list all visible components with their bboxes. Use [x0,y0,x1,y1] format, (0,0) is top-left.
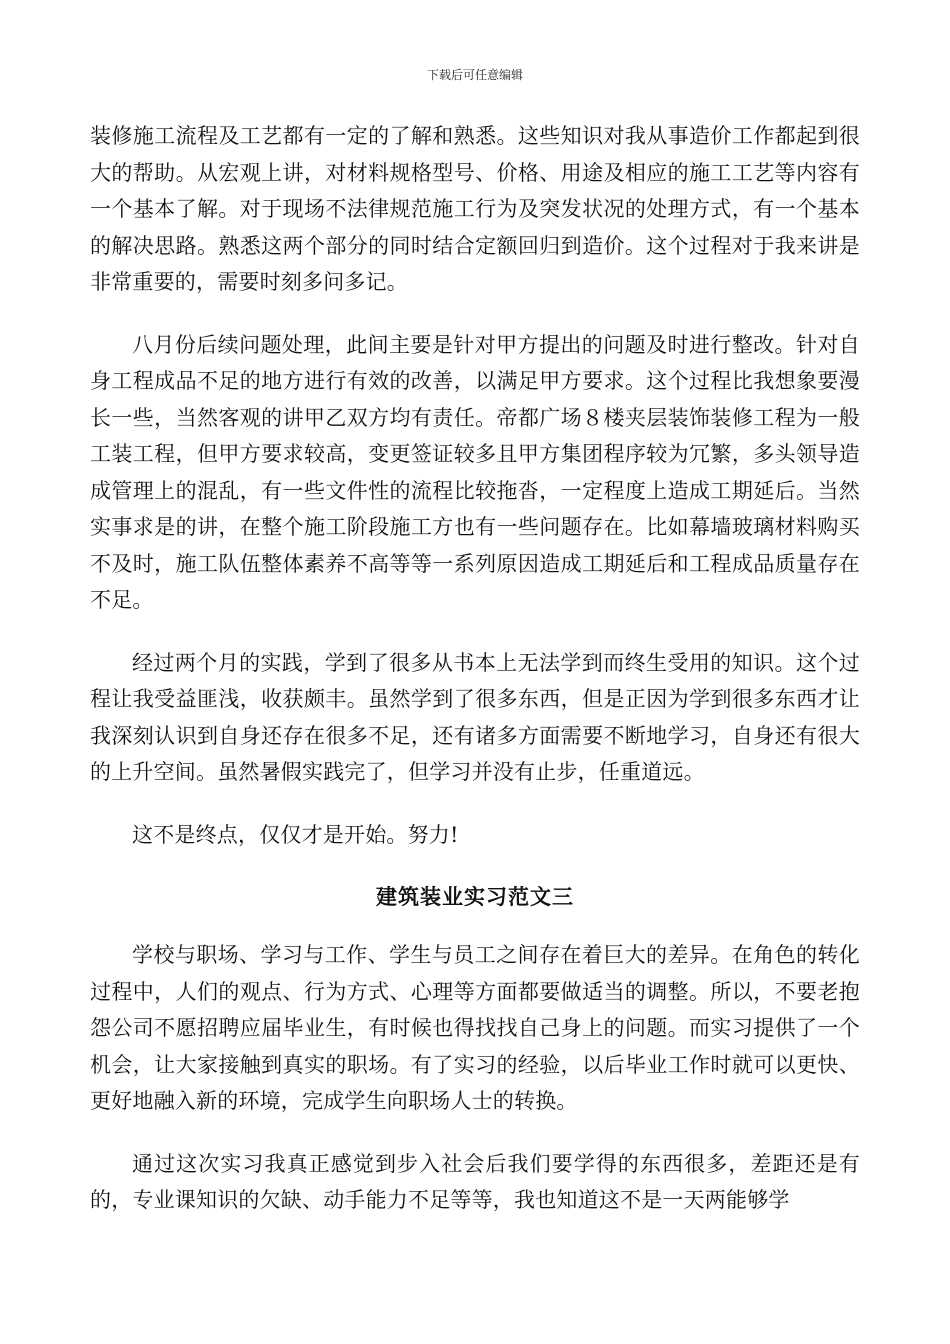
paragraph-6: 通过这次实习我真正感觉到步入社会后我们要学得的东西很多，差距还是有的，专业课知识的欠缺、动手能力不足等等，我也知道这不是一天两能够学 [90,1151,860,1212]
document-body [90,118,860,1245]
paragraph-4: 这不是终点，仅仅才是开始。努力! [132,822,459,847]
paragraph-1: 装修施工流程及工艺都有一定的了解和熟悉。这些知识对我从事造价工作都起到很大的帮助。从宏观上讲，对材料规格型号、价格、用途及相应的施工工艺等内容有一个基本了解。对于现场不法律规范施工行为及突发状况的处理方式，有一个基本的解决思路。熟悉这两个部分的同时结合定额回归到造价。这个过程对于我来讲是非常重要的，需要时刻多问多记。 [90,124,860,294]
page-header: 下载后可任意编辑 [426,68,523,82]
paragraph-3: 经过两个月的实践，学到了很多从书本上无法学到而终生受用的知识。这个过程让我受益匪浅，收获颇丰。虽然学到了很多东西，但是正因为学到很多东西才让我深刻认识到自身还存在很多不足，还有诸多方面需要不断地学习，自身还有很大的上升空间。虽然暑假实践完了，但学习并没有止步，任重道远。 [90,650,860,784]
section-title: 建筑装业实习范文三 [376,884,574,909]
paragraph-5: 学校与职场、学习与工作、学生与员工之间存在着巨大的差异。在角色的转化过程中，人们的观点、行为方式、心理等方面都要做适当的调整。所以，不要老抱怨公司不愿招聘应届毕业生，有时候也得找找自己身上的问题。而实习提供了一个机会，让大家接触到真实的职场。有了实习的经验，以后毕业工作时就可以更快、更好地融入新的环境，完成学生向职场人士的转换。 [90,943,860,1113]
paragraph-2: 八月份后续问题处理，此间主要是针对甲方提出的问题及时进行整改。针对自身工程成品不足的地方进行有效的改善，以满足甲方要求。这个过程比我想象要漫长一些，当然客观的讲甲乙双方均有责任。帝都广场８楼夹层装饰装修工程为一般工装工程，但甲方要求较高，变更签证较多且甲方集团程序较为冗繁，多头领导造成管理上的混乱，有一些文件性的流程比较拖沓，一定程度上造成工期延后。当然实事求是的讲，在整个施工阶段施工方也有一些问题存在。比如幕墙玻璃材料购买不及时，施工队伍整体素养不高等等一系列原因造成工期延后和工程成品质量存在不足。 [90,332,860,612]
